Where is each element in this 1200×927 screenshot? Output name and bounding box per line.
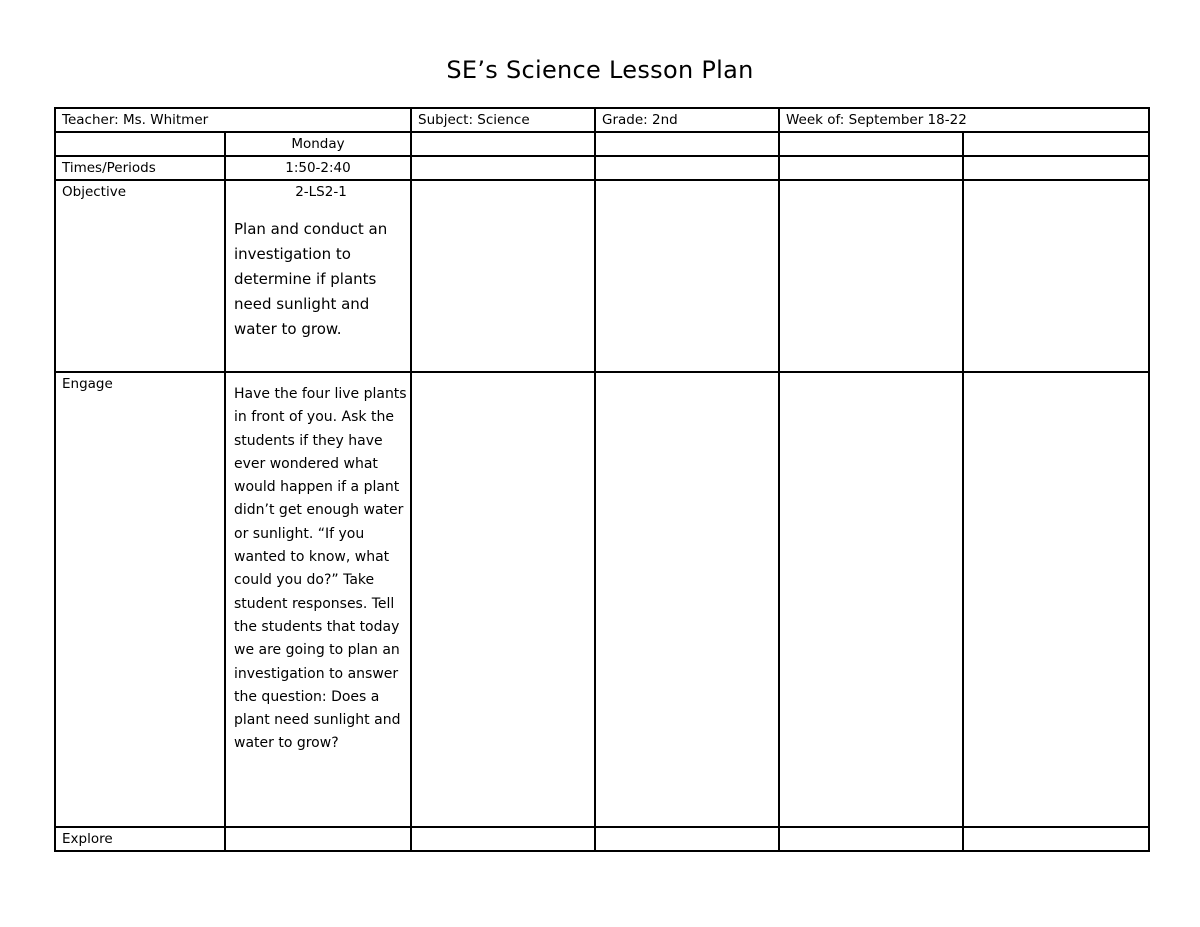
explore-cell-3	[411, 827, 595, 851]
header-row	[55, 108, 1149, 132]
teacher-cell: Teacher: Ms. Whitmer	[55, 108, 411, 132]
day-cell-6	[963, 132, 1149, 156]
subject-cell: Subject: Science	[411, 108, 595, 132]
explore-row	[55, 827, 1149, 851]
day-monday: Monday	[225, 132, 411, 156]
times-cell-5	[779, 156, 963, 180]
grade-cell: Grade: 2nd	[595, 108, 779, 132]
times-cell-3	[411, 156, 595, 180]
objective-label: Objective	[55, 180, 225, 372]
engage-cell-5	[779, 372, 963, 827]
explore-cell-4	[595, 827, 779, 851]
engage-cell-6	[963, 372, 1149, 827]
objective-monday	[225, 180, 411, 372]
lesson-plan-table	[54, 107, 1150, 852]
times-cell-6	[963, 156, 1149, 180]
week-cell: Week of: September 18-22	[779, 108, 1149, 132]
engage-text: Have the four live plants in front of you. Ask the students if they have ever wondered what would happen if a plant didn’t get enough water or sunlight. “If you wanted to know, what could you do?” Take student responses. Tell the students that today we are going to plan an investigation to answer the question: Does a plant need sunlight and water to grow?	[234, 386, 407, 752]
explore-monday	[225, 827, 411, 851]
objective-cell-4	[595, 180, 779, 372]
times-cell-4	[595, 156, 779, 180]
days-label-cell	[55, 132, 225, 156]
objective-row	[55, 180, 1149, 372]
times-monday: 1:50-2:40	[225, 156, 411, 180]
engage-row	[55, 372, 1149, 827]
objective-code: 2-LS2-1	[295, 184, 347, 200]
explore-cell-6	[963, 827, 1149, 851]
day-cell-3	[411, 132, 595, 156]
engage-monday	[225, 372, 411, 827]
explore-cell-5	[779, 827, 963, 851]
day-cell-4	[595, 132, 779, 156]
objective-cell-3	[411, 180, 595, 372]
engage-cell-3	[411, 372, 595, 827]
objective-cell-6	[963, 180, 1149, 372]
days-row	[55, 132, 1149, 156]
objective-cell-5	[779, 180, 963, 372]
times-row	[55, 156, 1149, 180]
times-label: Times/Periods	[55, 156, 225, 180]
engage-cell-4	[595, 372, 779, 827]
explore-label: Explore	[55, 827, 225, 851]
objective-text: Plan and conduct an investigation to determine if plants need sunlight and water to grow.	[234, 220, 388, 338]
page-title: SE’s Science Lesson Plan	[446, 56, 754, 84]
engage-label: Engage	[55, 372, 225, 827]
day-cell-5	[779, 132, 963, 156]
